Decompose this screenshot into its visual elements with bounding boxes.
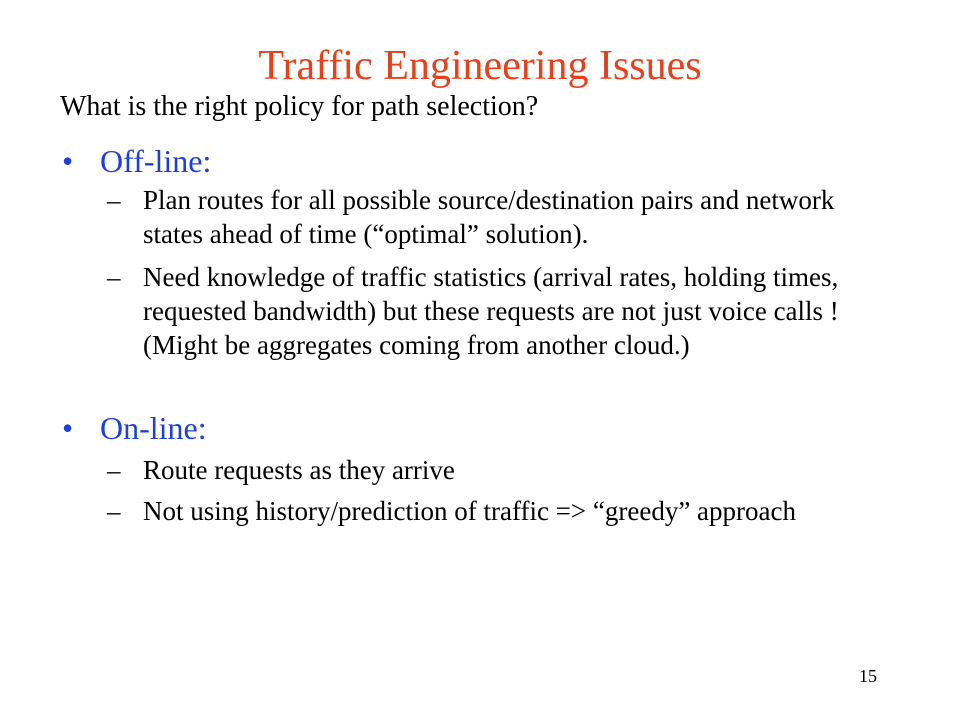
online-item-2-text: Not using history/prediction of traffic => “greedy” approach <box>143 496 796 526</box>
offline-item-1 <box>107 183 897 251</box>
offline-item-1-text: Plan routes for all possible source/destination pairs and network states ahead of time (“optimal” solution). <box>143 185 835 249</box>
slide-subtitle: What is the right policy for path selection? <box>60 91 539 122</box>
offline-item-2-text: Need knowledge of traffic statistics (arrival rates, holding times, requested bandwidth) but these requests are not just voice calls ! (Might be aggregates coming from another cloud.) <box>143 262 839 360</box>
bullet-dot: • <box>62 410 74 446</box>
dash: – <box>107 262 121 292</box>
slide-title: Traffic Engineering Issues <box>258 43 702 89</box>
bullet-online-label: On-line: <box>100 410 207 446</box>
dash: – <box>107 496 121 526</box>
dash: – <box>107 455 121 485</box>
offline-item-2 <box>107 260 897 362</box>
dash: – <box>107 185 121 215</box>
bullet-offline-label: Off-line: <box>100 143 212 179</box>
online-item-1 <box>107 453 897 487</box>
bullet-dot: • <box>62 143 74 179</box>
page-number: 15 <box>859 666 877 686</box>
online-item-1-text: Route requests as they arrive <box>143 455 455 485</box>
online-item-2 <box>107 494 937 528</box>
